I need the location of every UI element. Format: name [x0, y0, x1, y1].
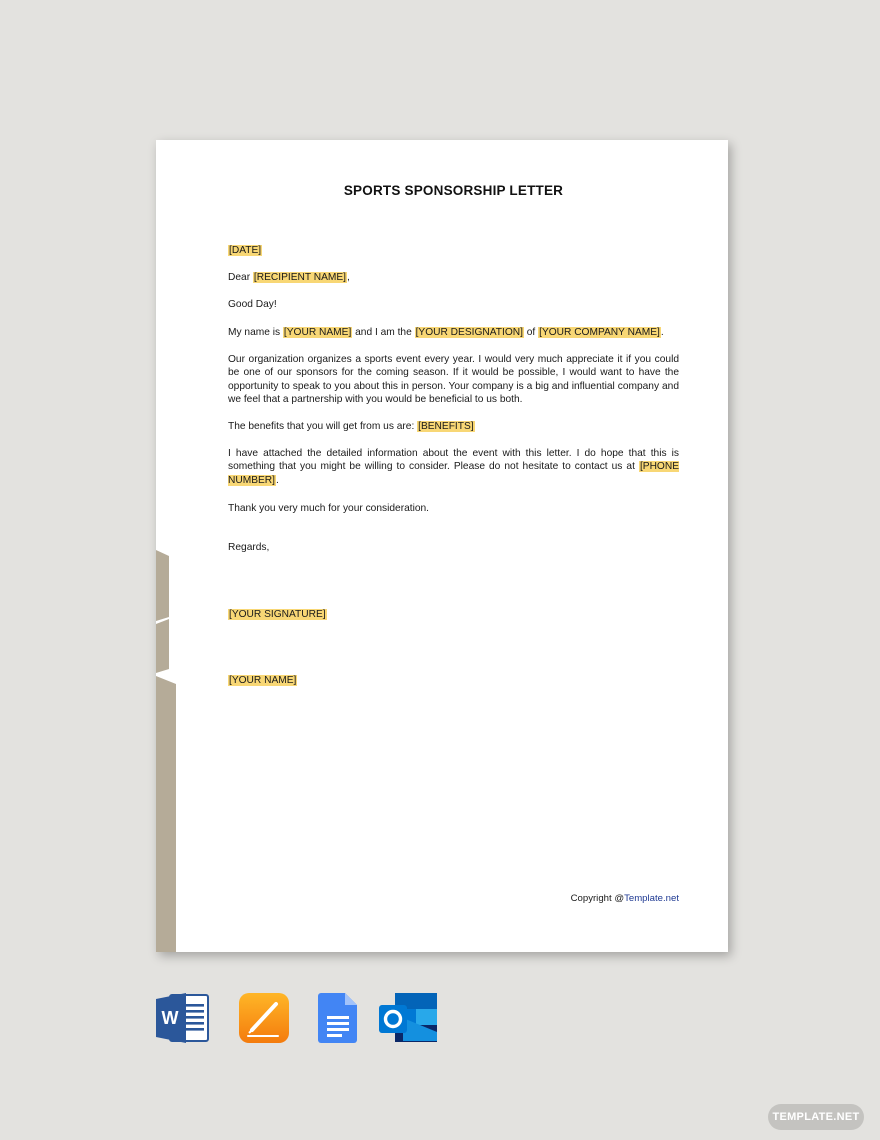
intro-text: My name is: [228, 327, 283, 338]
body-paragraph: Our organization organizes a sports event every year. I would very much appreciate it if you could be one of our sponsors for the coming season. If it would be possible, I would want to have the opportunity to speak to you about this in person. Your company is a big and influential company and we feel that a partnership with you would be beneficial to us both.: [228, 354, 679, 406]
salutation-line: [228, 271, 679, 284]
attached-period: .: [275, 474, 279, 486]
outlook-icon[interactable]: [379, 992, 439, 1044]
benefits-placeholder: [BENEFITS]: [418, 421, 474, 432]
pages-icon[interactable]: [238, 992, 290, 1044]
thanks-line: Thank you very much for your consideration.: [228, 503, 430, 514]
letter-title: SPORTS SPONSORSHIP LETTER: [343, 183, 564, 198]
copyright-label: Copyright @: [570, 893, 625, 904]
intro-line: [228, 326, 679, 339]
attached-text: I have attached the detailed information about the event with this letter. I do hope that this is something that you might be willing to consider. Please do not hesitate to contact us at: [228, 448, 679, 473]
copyright-brand: Template.net: [624, 893, 679, 904]
closing-line: Regards,: [228, 542, 270, 553]
recipient-placeholder: [RECIPIENT NAME]: [253, 272, 347, 283]
designation-placeholder: [YOUR DESIGNATION]: [415, 327, 523, 338]
intro-of-text: of: [523, 327, 539, 338]
word-icon[interactable]: [156, 992, 210, 1044]
letter-page: [156, 140, 728, 952]
phone-placeholder: [PHONE NUMBER]: [228, 461, 679, 486]
sign-name-placeholder: [YOUR NAME]: [229, 675, 297, 686]
decorative-side-strip: [156, 140, 176, 952]
signature-placeholder: [YOUR SIGNATURE]: [229, 609, 326, 620]
benefits-line: [228, 420, 679, 433]
your-name-placeholder: [YOUR NAME]: [283, 327, 352, 338]
intro-period: .: [660, 327, 664, 338]
date-line: [228, 244, 679, 257]
salutation-comma: ,: [347, 272, 350, 283]
date-placeholder: [DATE]: [229, 245, 262, 256]
svg-text:W: W: [161, 1008, 179, 1028]
sign-name-line: [228, 674, 679, 687]
benefits-text: The benefits that you will get from us are:: [228, 421, 418, 432]
template-net-watermark: TEMPLATE.NET: [768, 1104, 864, 1130]
signature-line: [228, 608, 679, 621]
google-docs-icon[interactable]: [318, 992, 358, 1044]
salutation-text: Dear: [228, 272, 253, 283]
intro-mid-text: and I am the: [352, 327, 415, 338]
company-placeholder: [YOUR COMPANY NAME]: [539, 327, 660, 338]
copyright-notice: [571, 892, 679, 905]
attached-paragraph: [228, 447, 679, 487]
greeting-line: Good Day!: [228, 299, 277, 310]
